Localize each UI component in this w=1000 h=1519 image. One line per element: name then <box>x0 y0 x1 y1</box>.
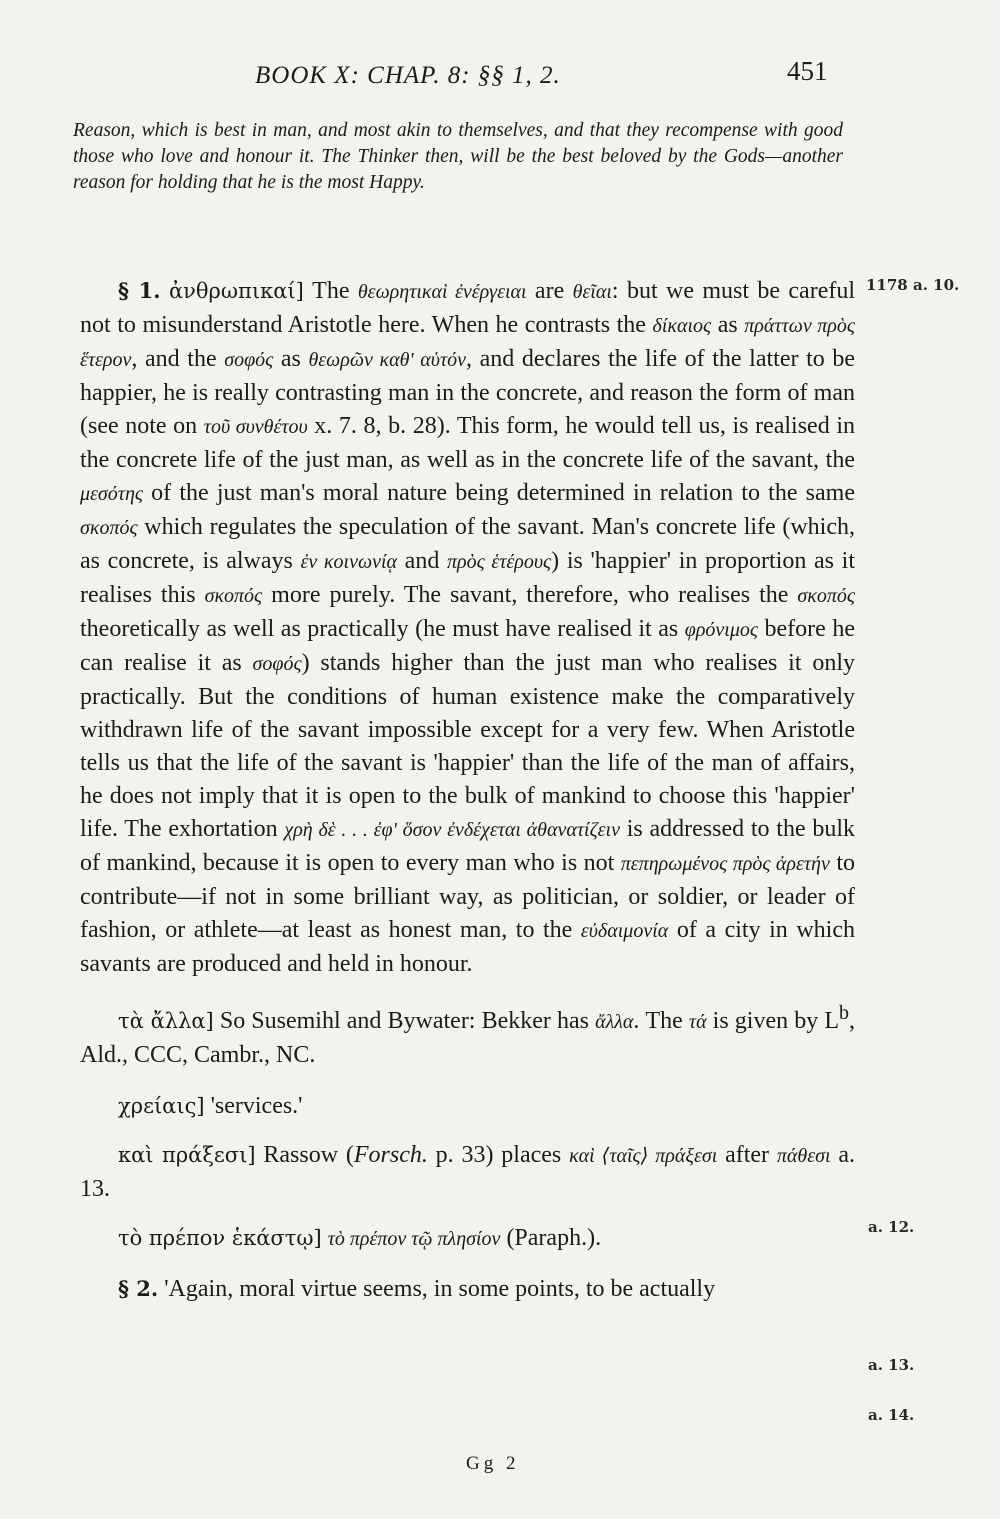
greek-text: πεπηρωμένος πρὸς ἀρετήν <box>620 853 830 875</box>
note-text: to contribute—if not in some brilliant way, as politician, or soldier, or leader of fashion, or athlete—at least as honest man, to the <box>80 850 855 943</box>
note-text: p. 33) places <box>427 1142 570 1168</box>
greek-text: θεωρῶν καθ' αὑτόν <box>308 349 467 371</box>
section-mark: § 2. <box>118 1276 159 1301</box>
greek-text: σοφός <box>252 653 302 675</box>
chapter-summary: Reason, which is best in man, and most akin to themselves, and that they recompense with good those who love and honour it. The Thinker then, will be the best beloved by the Gods—another reason for holding that he is the most Happy. <box>73 120 843 193</box>
note-text: 'services.' <box>204 1093 303 1119</box>
note-text: ) is 'happier' in proportion as it realises this <box>80 548 855 608</box>
greek-text: τοῦ συνθέτου <box>203 416 308 438</box>
note-text: : but we must be careful not to misunderstand Aristotle here. When he contrasts the <box>80 278 856 338</box>
note-text: is given by L <box>706 1008 839 1034</box>
greek-text: σκοπός <box>80 517 138 539</box>
greek-text: ἄλλα <box>595 1011 634 1033</box>
page-number: 451 <box>787 56 828 86</box>
lemma: καὶ πράξεσι] <box>118 1143 256 1167</box>
note-text: (Paraph.). <box>500 1225 602 1251</box>
margin-ref-a14: a. 14. <box>868 1406 915 1424</box>
note-text: , and the <box>131 346 225 372</box>
greek-text: θεῖαι <box>572 281 612 303</box>
greek-text: μεσότης <box>80 483 143 505</box>
running-head-title: BOOK X: CHAP. 8: §§ 1, 2. <box>255 62 561 89</box>
margin-ref-a13: a. 13. <box>868 1356 915 1374</box>
note-text: 'Again, moral virtue seems, in some points, to be actually <box>158 1276 716 1302</box>
note-text: before he can realise it as <box>80 616 855 676</box>
note-chreiais <box>80 1090 855 1123</box>
note-text: after <box>717 1142 777 1168</box>
lemma: χρείαις] <box>118 1094 205 1118</box>
greek-text: εὐδαιμονία <box>580 920 669 942</box>
note-text: is addressed to the bulk of mankind, because it is open to every man who is not <box>80 816 856 876</box>
greek-text: σκοπός <box>797 585 855 607</box>
note-text: x. 7. 8, b. 28). This form, he would tell us, is realised in the concrete life of the just man, as well as in the concrete life of the savant, the <box>80 413 855 473</box>
greek-text: φρόνιμος <box>684 619 759 641</box>
note-text: , Ald., CCC, Cambr., NC. <box>80 1008 855 1068</box>
note-to-prepon <box>80 1222 855 1256</box>
section-mark: § 1. <box>118 278 161 303</box>
manuscript-superscript: b <box>838 1002 849 1024</box>
lemma: τὸ πρέπον ἑκάστῳ] <box>118 1226 322 1250</box>
note-text: ) stands higher than the just man who realises it only practically. But the conditions of human existence make the comparatively withdrawn life of the savant impossible except for a very few. When Aristotle tells us that the life of the savant is 'happier' than the life of the man of affairs, he does not imply that it is open to the bulk of mankind to choose this 'happier' life. The exhortation <box>80 650 855 842</box>
greek-text: πρὸς ἑτέρους <box>446 551 552 573</box>
note-text: of the just man's moral nature being determined in relation to the same <box>142 480 855 506</box>
note-text: and <box>397 548 447 574</box>
note-text: The <box>303 278 358 304</box>
note-text: a. 13. <box>80 1142 855 1202</box>
greek-text: ἐν κοινωνίᾳ <box>300 551 398 573</box>
note-text: . The <box>633 1008 689 1034</box>
greek-text: πράττων πρὸς ἕτερον <box>80 315 855 371</box>
note-kai-praxesi <box>80 1139 855 1206</box>
note-text: more purely. The savant, therefore, who realises the <box>262 582 798 608</box>
greek-text: σοφός <box>224 349 274 371</box>
note-text: Rassow ( <box>255 1142 354 1168</box>
lemma: ἀνθρωπικαί] <box>168 279 304 303</box>
running-head <box>0 56 1000 102</box>
greek-text: τά <box>688 1011 707 1033</box>
note-text: which regulates the speculation of the savant. Man's concrete life (which, as concrete, is always <box>80 514 855 574</box>
note-ta-alla <box>80 997 855 1072</box>
note-section-2 <box>80 1272 855 1306</box>
signature-mark: Gg 2 <box>466 1453 520 1474</box>
greek-text: πάθεσι <box>776 1145 831 1167</box>
greek-text: θεωρητικαὶ ἐνέργειαι <box>357 281 527 303</box>
note-text: So Susemihl and Bywater: Bekker has <box>213 1008 596 1034</box>
note-text: , and declares the life of the latter to be happier, he is really contrasting man in the concrete, and reason the form of man (see note on <box>80 346 855 439</box>
greek-text: χρὴ δὲ . . . ἐφ' ὅσον ἐνδέχεται ἀθανατίζειν <box>284 819 620 841</box>
note-text: as <box>711 312 745 338</box>
greek-text: τὸ πρέπον τῷ πλησίον <box>327 1228 501 1250</box>
margin-ref-1178a10: 1178 a. 10. <box>866 276 960 294</box>
margin-ref-a12: a. 12. <box>868 1218 915 1236</box>
greek-text: σκοπός <box>204 585 263 607</box>
note-text: of a city in which savants are produced and held in honour. <box>80 917 855 977</box>
note-text: as <box>273 346 309 372</box>
italic-title: Forsch. <box>353 1142 428 1168</box>
greek-text: δίκαιος <box>652 315 712 337</box>
note-section-1 <box>80 274 855 981</box>
note-text: are <box>526 278 573 304</box>
greek-text: καὶ ⟨ταῖς⟩ πράξεσι <box>569 1145 718 1167</box>
lemma: τὰ ἄλλα] <box>118 1009 214 1033</box>
commentary-notes <box>80 274 855 1306</box>
note-text: theoretically as well as practically (he must have realised it as <box>80 616 685 642</box>
